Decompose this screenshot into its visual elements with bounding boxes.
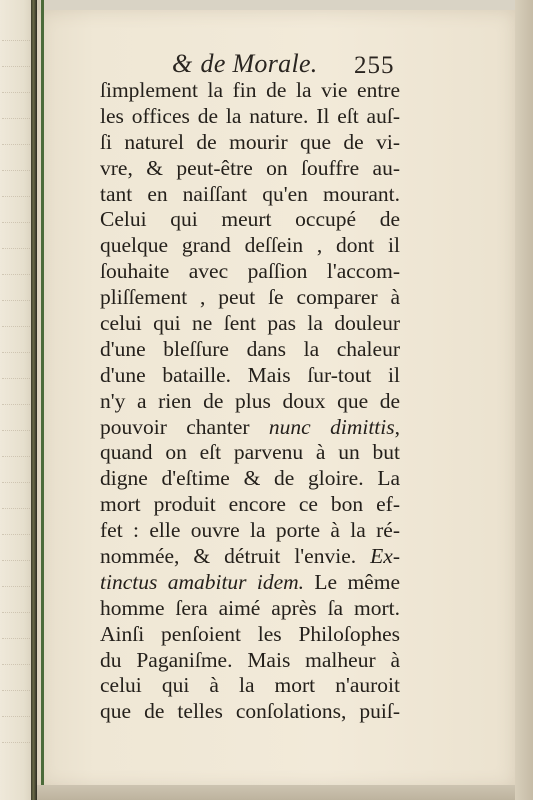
text-line: homme ſera aimé après ſa mort. [100,595,400,620]
text-line: du Paganiſme. Mais malheur à [100,647,400,672]
text-line: ſouhaite avec paſſion l'accom- [100,259,400,284]
previous-page-text-trace [2,92,32,102]
running-head-ornament: & [172,49,193,78]
previous-page-text-trace [2,248,32,258]
previous-page-text-trace [2,196,32,206]
previous-page-text-trace [2,170,32,180]
previous-page-text-trace [2,352,32,362]
previous-page-text-trace [2,326,32,336]
previous-page-text-trace [2,482,32,492]
text-line: pliſſement , peut ſe comparer à [100,285,400,310]
page-number: 255 [354,52,395,79]
previous-page-text-trace [2,534,32,544]
text-segment: Le même [304,569,400,594]
text-line [100,544,400,570]
text-line: n'y a rien de plus doux que de [100,388,400,413]
text-line: tant en naiſſant qu'en mourant. [100,181,400,206]
text-segment: pouvoir chanter [100,414,269,439]
previous-page-text-trace [2,378,32,388]
text-line: Celui qui meurt occupé de [100,207,400,232]
previous-page-text-trace [2,742,32,752]
text-line: fet : elle ouvre la porte à la ré- [100,518,400,543]
italic-phrase: tinctus amabitur idem. [100,569,305,594]
text-line: quand on eſt parvenu à un but [100,440,400,465]
text-line: les offices de la nature. Il eſt auſ- [100,103,400,128]
text-line: mort produit encore ce bon ef- [100,492,400,517]
text-line: d'une bataille. Mais ſur-tout il [100,362,400,387]
text-segment: , [394,414,400,439]
previous-page-text-trace [2,560,32,570]
text-line: ſi naturel de mourir que de vi- [100,129,400,154]
previous-page-text-trace [2,586,32,596]
text-line: que de telles conſolations, puiſ- [100,699,400,724]
text-segment: nommée, & détruit l'envie. [100,544,371,569]
previous-page-text-trace [2,664,32,674]
ribbon-bookmark [41,0,44,800]
previous-page-text-trace [2,690,32,700]
text-line: ſimplement la fin de la vie entre [100,78,400,102]
previous-page-text-trace [2,404,32,414]
previous-page-text-trace [2,66,32,76]
previous-page-text-trace [2,716,32,726]
previous-page-text-trace [2,40,32,50]
previous-page-text-trace [2,456,32,466]
previous-page-text-trace [2,144,32,154]
text-line [100,570,400,596]
text-line [100,415,400,441]
text-line: vre, & peut-être on ſouffre au- [100,155,400,180]
page-bottom-edge [37,785,515,800]
previous-page-text-trace [2,430,32,440]
previous-page-text-trace [2,222,32,232]
previous-page-text-trace [2,118,32,128]
running-head-title: de Morale. [200,49,318,78]
text-line: quelque grand deſſein , dont il [100,233,400,258]
italic-phrase: Ex- [370,544,400,569]
text-line: celui qui à la mort n'auroit [100,673,400,698]
text-line: celui qui ne ſent pas la douleur [100,311,400,336]
italic-phrase: nunc dimittis [268,414,395,439]
text-line: digne d'eſtime & de gloire. La [100,466,400,491]
text-line: d'une bleſſure dans la chaleur [100,336,400,361]
previous-page-text-trace [2,638,32,648]
previous-page-text-trace [2,508,32,518]
fore-edge [515,0,533,800]
body-text [100,78,400,725]
previous-page-text-trace [2,300,32,310]
previous-page-text-trace [2,274,32,284]
text-line: Ainſi penſoient les Philoſophes [100,621,400,646]
previous-page-text-trace [2,612,32,622]
